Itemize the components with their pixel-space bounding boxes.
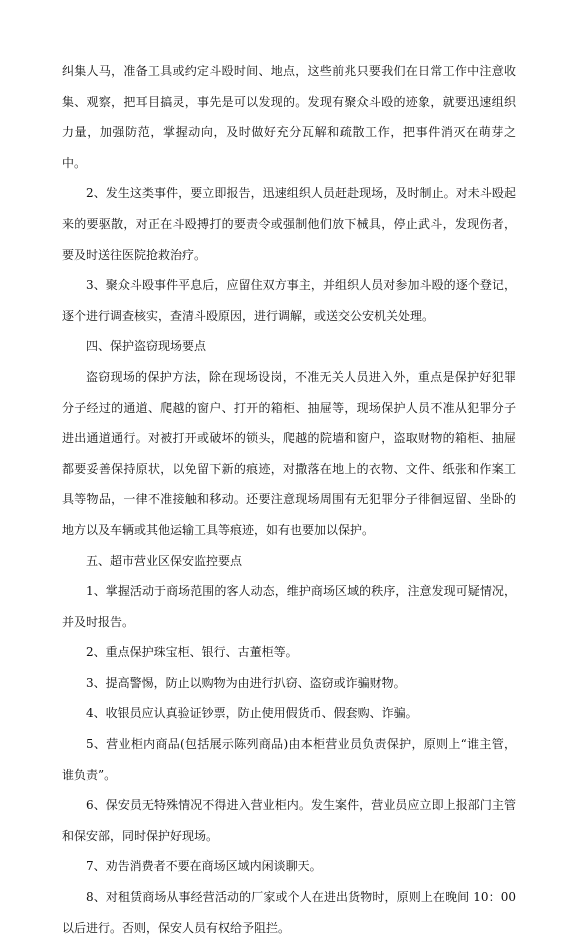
paragraph-3: 3、聚众斗殴事件平息后，应留住双方事主，并组织人员对参加斗殴的逐个登记，逐个进行调查核实，查清斗殴原因，进行调解，或送交公安机关处理。 (62, 278, 516, 323)
section-heading-5: 五、超市营业区保安监控要点 (86, 553, 243, 568)
list-item-6: 6、保安员无特殊情况不得进入营业柜内。发生案件，营业员应立即上报部门主管和保安部，同时保护好现场。 (62, 798, 516, 843)
paragraph-5: 盗窃现场的保护方法，除在现场设岗，不准无关人员进入外，重点是保护好犯罪分子经过的通道、爬越的窗户、打开的箱柜、抽屉等，现场保护人员不准从犯罪分子进出通道通行。对被打开或破坏的锁头，爬越的院墙和窗户，盗取财物的箱柜、抽屉都要妥善保持原状，以免留下新的痕迹，对撒落在地上的衣物、文件、纸张和作案工具等物品，一律不准接触和移动。还要注意现场周围有无犯罪分子徘徊逗留、坐卧的地方以及车辆或其他运输工具等痕迹，如有也要加以保护。 (62, 369, 516, 537)
paragraph-2: 2、发生这类事件，要立即报告，迅速组织人员赶赴现场，及时制止。对未斗殴起来的要驱散，对正在斗殴搏打的要责令或强制他们放下械具，停止武斗，发现伤者，要及时送往医院抢救治疗。 (62, 186, 516, 262)
section-heading-4: 四、保护盗窃现场要点 (86, 339, 207, 354)
paragraph-1: 纠集人马，准备工具或约定斗殴时间、地点，这些前兆只要我们在日常工作中注意收集、观察，把耳目搞灵，事先是可以发现的。发现有聚众斗殴的迹象，就要迅速组织力量，加强防范，掌握动向，及时做好充分瓦解和疏散工作，把事件消灭在萌芽之中。 (62, 64, 516, 170)
list-item-7: 7、劝告消费者不要在商场区域内闲谈聊天。 (86, 859, 322, 874)
list-item-1: 1、掌握活动于商场范围的客人动态，维护商场区域的秩序，注意发现可疑情况，并及时报告。 (62, 584, 516, 629)
list-item-2: 2、重点保护珠宝柜、银行、古董柜等。 (86, 645, 298, 660)
list-item-5: 5、营业柜内商品(包括展示陈列商品)由本柜营业员负责保护，原则上“谁主管，谁负责”。 (62, 737, 516, 782)
list-item-4: 4、收银员应认真验证钞票，防止使用假货币、假套购、诈骗。 (86, 706, 418, 721)
list-item-8: 8、对租赁商场从事经营活动的厂家或个人在进出货物时，原则上在晚间 10：00 以后进行。否则，保安人员有权给予阻拦。 (62, 890, 516, 935)
list-item-3: 3、提高警惕，防止以购物为由进行扒窃、盗窃或诈骗财物。 (86, 675, 406, 690)
